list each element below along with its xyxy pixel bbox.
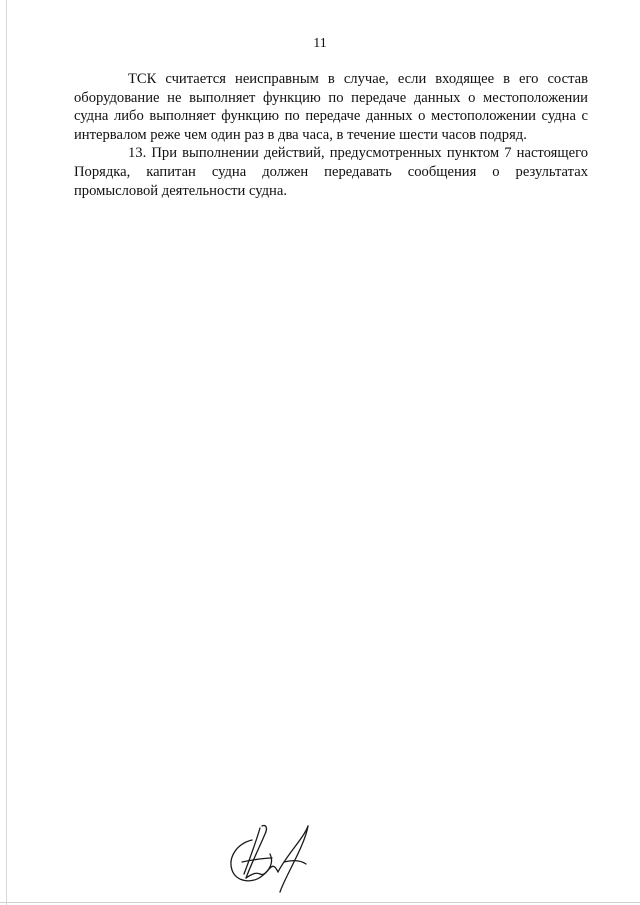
document-body: [74, 70, 588, 200]
scan-edge-line: [6, 0, 7, 905]
scan-bottom-edge: [0, 902, 640, 903]
handwritten-signature: [222, 818, 332, 896]
page-number: 11: [313, 36, 327, 51]
paragraph-13: 13. При выполнении действий, предусмотренных пунктом 7 настоящего Порядка, капитан судна должен передавать сообщения о результатах промысловой деятельности судна.: [74, 145, 588, 199]
paragraph-tsk-malfunction: ТСК считается неисправным в случае, если входящее в его состав оборудование не выполняет функцию по передаче данных о местоположении судна либо выполняет функцию по передаче данных о местоположении судна с интервалом реже чем один раз в два часа, в течение шести часов подряд.: [74, 71, 588, 143]
